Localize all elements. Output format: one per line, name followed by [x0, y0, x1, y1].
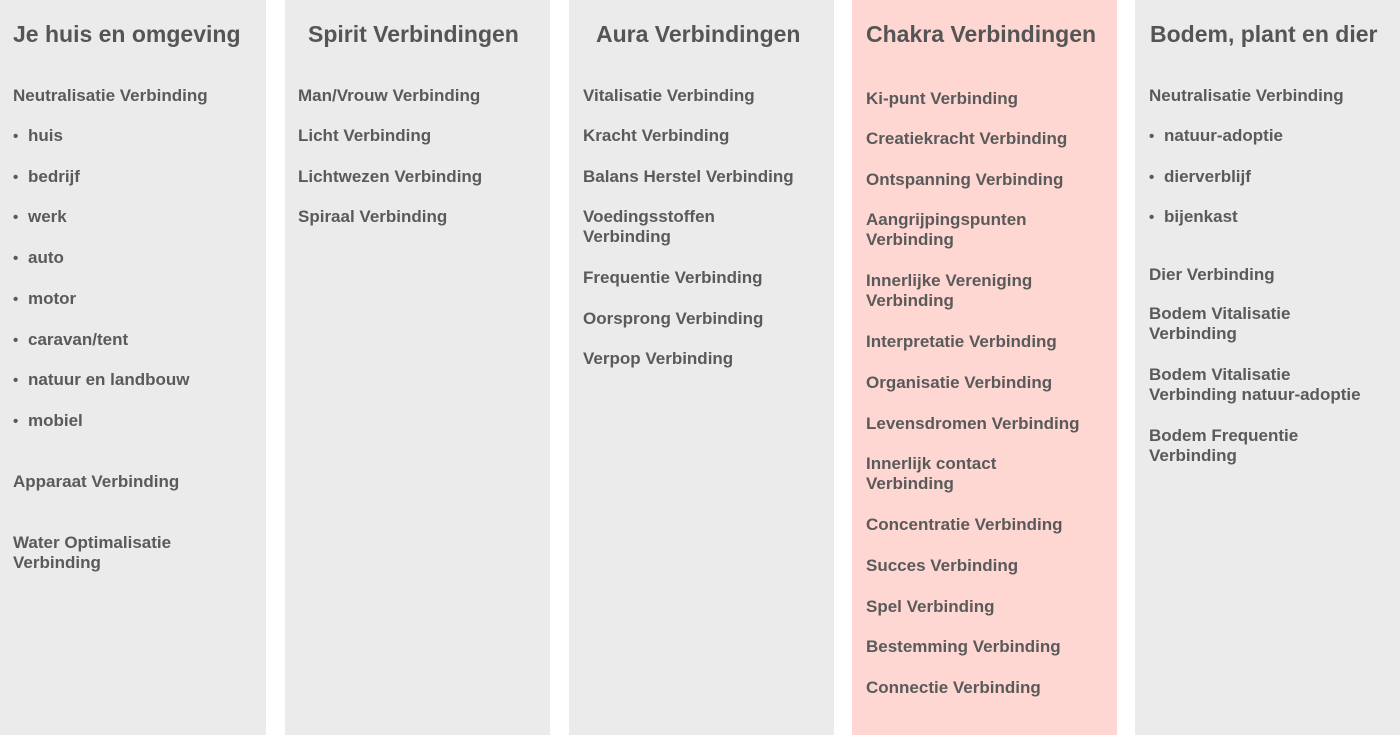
menu-item-werk[interactable]: • werk: [13, 207, 67, 228]
menu-item-frequentie[interactable]: Frequentie Verbinding: [583, 268, 763, 287]
column-title: Bodem, plant en dier: [1150, 21, 1378, 47]
menu-item-man-vrouw[interactable]: Man/Vrouw Verbinding: [298, 86, 481, 105]
menu-item-innerlijke-vereniging[interactable]: Innerlijke Vereniging Verbinding: [866, 271, 1033, 310]
column-title: Je huis en omgeving: [13, 21, 241, 47]
column-bodem-plant-en-dier: [1135, 0, 1400, 735]
menu-item-lichtwezen[interactable]: Lichtwezen Verbinding: [298, 167, 483, 186]
menu-item-vitalisatie[interactable]: Vitalisatie Verbinding: [583, 86, 755, 105]
menu-item-bodem-vitalisatie[interactable]: Bodem Vitalisatie Verbinding: [1149, 304, 1291, 343]
menu-item-kracht[interactable]: Kracht Verbinding: [583, 126, 730, 145]
menu-item-succes[interactable]: Succes Verbinding: [866, 556, 1019, 575]
column-title: Aura Verbindingen: [596, 21, 801, 47]
menu-item-natuur-en-landbouw[interactable]: • natuur en landbouw: [13, 370, 190, 391]
menu-item-dierverblijf[interactable]: • dierverblijf: [1149, 167, 1251, 188]
menu-item-mobiel[interactable]: • mobiel: [13, 411, 83, 432]
menu-item-verpop[interactable]: Verpop Verbinding: [583, 349, 734, 368]
menu-item-caravan-tent[interactable]: • caravan/tent: [13, 330, 128, 351]
menu-item-concentratie[interactable]: Concentratie Verbinding: [866, 515, 1063, 534]
menu-item-water-optimalisatie[interactable]: Water Optimalisatie Verbinding: [13, 533, 172, 572]
menu-item-dier[interactable]: Dier Verbinding: [1149, 265, 1275, 284]
menu-item-balans-herstel[interactable]: Balans Herstel Verbinding: [583, 167, 794, 186]
menu-item-connectie[interactable]: Connectie Verbinding: [866, 678, 1041, 697]
menu-item-neutralisatie[interactable]: Neutralisatie Verbinding: [13, 86, 208, 105]
menu-item-organisatie[interactable]: Organisatie Verbinding: [866, 373, 1053, 392]
menu-item-creatiekracht[interactable]: Creatiekracht Verbinding: [866, 129, 1068, 148]
menu-item-bodem-frequentie[interactable]: Bodem Frequentie Verbinding: [1149, 426, 1299, 465]
menu-item-neutralisatie[interactable]: Neutralisatie Verbinding: [1149, 86, 1344, 105]
column-chakra-verbindingen: [852, 0, 1117, 735]
menu-item-licht[interactable]: Licht Verbinding: [298, 126, 432, 145]
menu-item-bijenkast[interactable]: • bijenkast: [1149, 207, 1238, 228]
column-aura-verbindingen: [569, 0, 834, 735]
menu-item-natuur-adoptie[interactable]: • natuur-adoptie: [1149, 126, 1283, 147]
menu-item-bodem-vitalisatie-natuur-adoptie[interactable]: Bodem Vitalisatie Verbinding natuur-adoptie: [1149, 365, 1361, 404]
menu-item-apparaat[interactable]: Apparaat Verbinding: [13, 472, 180, 491]
menu-item-ontspanning[interactable]: Ontspanning Verbinding: [866, 170, 1064, 189]
menu-item-bestemming[interactable]: Bestemming Verbinding: [866, 637, 1061, 656]
menu-item-interpretatie[interactable]: Interpretatie Verbinding: [866, 332, 1057, 351]
menu-item-spel[interactable]: Spel Verbinding: [866, 597, 995, 616]
menu-item-huis[interactable]: • huis: [13, 126, 63, 147]
menu-item-innerlijk-contact[interactable]: Innerlijk contact Verbinding: [866, 454, 997, 493]
column-spirit-verbindingen: [285, 0, 550, 735]
column-title: Chakra Verbindingen: [866, 21, 1097, 47]
menu-item-levensdromen[interactable]: Levensdromen Verbinding: [866, 414, 1080, 433]
menu-item-oorsprong[interactable]: Oorsprong Verbinding: [583, 309, 764, 328]
menu-item-voedingsstoffen[interactable]: Voedingsstoffen Verbinding: [583, 207, 715, 246]
menu-item-spiraal[interactable]: Spiraal Verbinding: [298, 207, 448, 226]
column-title: Spirit Verbindingen: [308, 21, 519, 47]
menu-item-bedrijf[interactable]: • bedrijf: [13, 167, 80, 188]
menu-item-motor[interactable]: • motor: [13, 289, 76, 310]
menu-item-auto[interactable]: • auto: [13, 248, 64, 269]
menu-item-ki-punt[interactable]: Ki-punt Verbinding: [866, 89, 1019, 108]
column-je-huis-en-omgeving: [0, 0, 266, 735]
menu-item-aangrijpingspunten[interactable]: Aangrijpingspunten Verbinding: [866, 210, 1027, 249]
